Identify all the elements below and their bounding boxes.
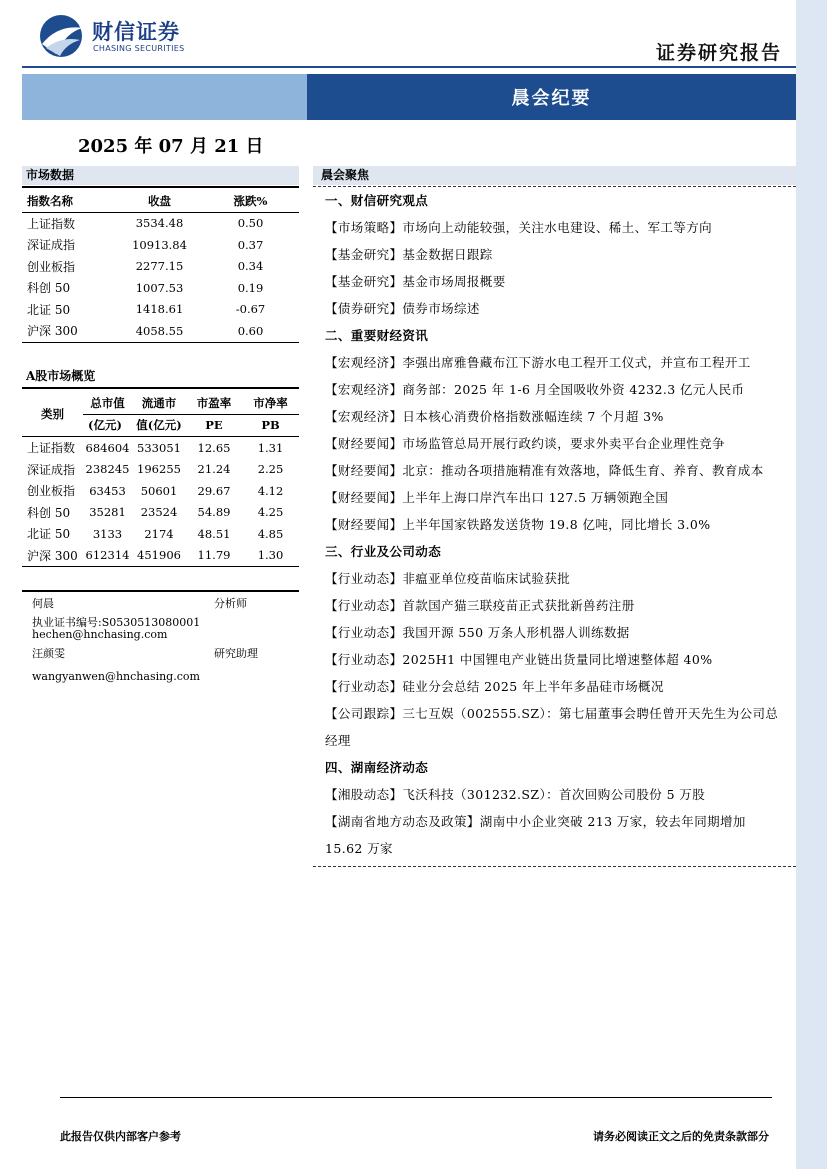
table-row: [22, 299, 299, 321]
index-name: 沪深 300: [27, 548, 78, 563]
index-name: 北证 50: [27, 302, 71, 317]
close-value: 2277.15: [135, 259, 184, 274]
col-header-total-cap-unit: (亿元): [88, 418, 122, 433]
table-row: [22, 277, 299, 299]
news-item: 【财经要闻】上半年上海口岸汽车出口 127.5 万辆领跑全国: [325, 490, 669, 505]
index-name: 上证指数: [27, 216, 76, 231]
pb-value: 4.85: [257, 526, 284, 541]
news-item: 【宏观经济】李强出席雅鲁藏布江下游水电工程开工仪式，并宣布工程开工: [325, 355, 751, 370]
footer-disclaimer-right: 请务必阅读正文之后的免责条款部分: [593, 1130, 769, 1143]
market-data-heading: 市场数据: [22, 166, 299, 185]
news-item: 【行业动态】非瘟亚单位疫苗临床试验获批: [325, 571, 571, 586]
section-title: 一、财信研究观点: [325, 193, 429, 208]
close-value: 1007.53: [135, 280, 184, 295]
index-name: 深证成指: [27, 238, 76, 253]
analyst-rule: [22, 590, 299, 592]
index-name: 上证指数: [27, 441, 76, 456]
news-item: 【宏观经济】日本核心消费价格指数涨幅连续 7 个月超 3%: [325, 409, 664, 424]
total-cap: 63453: [89, 483, 126, 498]
index-name: 深证成指: [27, 462, 76, 477]
col-header-pb-abbr: PB: [261, 418, 280, 433]
close-value: 1418.61: [135, 302, 184, 317]
market-data-table: [22, 190, 299, 343]
analyst-2-name: 汪颜雯: [32, 647, 65, 660]
pe-value: 48.51: [197, 526, 231, 541]
news-item: 【宏观经济】商务部：2025 年 1-6 月全国吸收外资 4232.3 亿元人民币: [325, 382, 745, 397]
footer-rule: [60, 1097, 772, 1098]
pe-value: 54.89: [197, 505, 231, 520]
col-header-change: 涨跌%: [233, 193, 268, 208]
col-header-category: 类别: [41, 407, 64, 421]
market-heading-rule: [22, 186, 299, 188]
table-row: [22, 234, 299, 256]
company-logo-icon: [36, 14, 86, 58]
table-row: [22, 523, 299, 545]
table-row: [22, 480, 299, 502]
pe-value: 29.67: [197, 483, 231, 498]
table-row: [22, 212, 299, 234]
analyst-2-role: 研究助理: [214, 647, 258, 660]
col-header-float-cap: 流通市: [141, 395, 177, 410]
morning-focus-heading: 晨会聚焦: [313, 166, 796, 185]
table-row: [22, 459, 299, 481]
analyst-1-email: hechen@hnchasing.com: [32, 628, 168, 641]
banner-title: 晨会纪要: [307, 74, 796, 120]
index-name: 科创 50: [27, 281, 71, 296]
page-edge-stripe: [796, 0, 827, 1169]
news-item: 【行业动态】我国开源 550 万条人形机器人训练数据: [325, 625, 630, 640]
float-cap: 451906: [137, 548, 181, 563]
index-name: 创业板指: [27, 484, 76, 499]
company-name-en: CHASING SECURITIES: [93, 44, 185, 53]
section-title: 二、重要财经资讯: [325, 328, 429, 343]
float-cap: 2174: [144, 526, 174, 541]
news-item: 【债券研究】债券市场综述: [325, 301, 480, 316]
float-cap: 23524: [140, 505, 178, 520]
news-item: 【基金研究】基金市场周报概要: [325, 274, 506, 289]
pe-value: 21.24: [197, 462, 231, 477]
index-name: 创业板指: [27, 259, 76, 274]
news-item: 【湖南省地方动态及政策】湖南中小企业突破 213 万家，较去年同期增加 15.62 万家: [325, 814, 746, 856]
news-list: [313, 187, 796, 862]
analyst-1-role: 分析师: [214, 597, 247, 610]
news-item: 【行业动态】硅业分会总结 2025 年上半年多晶硅市场概况: [325, 679, 664, 694]
news-item: 【行业动态】首款国产猫三联疫苗正式获批新兽药注册: [325, 598, 635, 613]
index-name: 科创 50: [27, 505, 71, 520]
ashare-overview-heading: A股市场概览: [26, 369, 96, 383]
focus-end-divider: [313, 866, 796, 867]
analyst-2-email: wangyanwen@hnchasing.com: [32, 670, 200, 683]
col-header-pe-abbr: PE: [205, 418, 223, 433]
title-banner: [22, 74, 796, 120]
company-name-cn: 财信证券: [92, 20, 180, 44]
section-title: 三、行业及公司动态: [325, 544, 442, 559]
index-name: 沪深 300: [27, 324, 78, 339]
ashare-heading-rule: [22, 387, 299, 389]
table-row: [22, 320, 299, 342]
total-cap: 35281: [89, 505, 126, 520]
close-value: 10913.84: [132, 237, 187, 252]
news-item: 【财经要闻】市场监管总局开展行政约谈，要求外卖平台企业理性竞争: [325, 436, 725, 451]
float-cap: 50601: [140, 483, 178, 498]
total-cap: 612314: [85, 548, 130, 563]
col-header-total-cap: 总市值: [90, 395, 125, 410]
pb-value: 4.25: [257, 505, 284, 520]
table-header-row: [22, 190, 299, 212]
analyst-1-name: 何晨: [32, 597, 54, 610]
pb-value: 4.12: [257, 483, 284, 498]
news-item: 【基金研究】基金数据日跟踪: [325, 247, 493, 262]
table-header-row: [22, 392, 299, 414]
index-name: 北证 50: [27, 527, 71, 542]
change-value: 0.37: [237, 237, 264, 252]
col-header-index: 指数名称: [27, 193, 73, 208]
analyst-1-cert: 执业证书编号:S0530513080001: [32, 616, 201, 629]
table-row: [22, 437, 299, 459]
table-row: [22, 545, 299, 567]
close-value: 4058.55: [135, 323, 184, 338]
close-value: 3534.48: [135, 216, 184, 231]
float-cap: 196255: [137, 462, 181, 477]
pb-value: 2.25: [257, 462, 284, 477]
table-row: [22, 256, 299, 278]
report-date: 2025 年 07 月 21 日: [78, 136, 264, 157]
col-header-float-cap-unit: 值(亿元): [136, 418, 182, 433]
news-item: 【财经要闻】上半年国家铁路发送货物 19.8 亿吨，同比增长 3.0%: [325, 517, 711, 532]
news-item: 【市场策略】市场向上动能较强，关注水电建设、稀土、军工等方向: [325, 220, 713, 235]
banner-left-block: [22, 74, 307, 120]
pb-value: 1.31: [257, 440, 284, 455]
ashare-overview-table: [22, 392, 299, 567]
change-value: 0.50: [237, 216, 264, 231]
news-item: 【公司跟踪】三七互娱（002555.SZ）：第七届董事会聘任曾开天先生为公司总经理: [325, 706, 779, 748]
change-value: 0.34: [237, 259, 264, 274]
report-type-label: 证券研究报告: [655, 42, 782, 64]
change-value: 0.19: [237, 280, 264, 295]
news-item: 【行业动态】2025H1 中国锂电产业链出货量同比增速整体超 40%: [325, 652, 713, 667]
float-cap: 533051: [137, 440, 181, 455]
total-cap: 3133: [92, 526, 123, 541]
pe-value: 11.79: [197, 548, 231, 563]
news-item: 【湘股动态】飞沃科技（301232.SZ）：首次回购公司股份 5 万股: [325, 787, 706, 802]
total-cap: 238245: [85, 462, 130, 477]
col-header-pb: 市净率: [253, 395, 288, 410]
total-cap: 684604: [85, 440, 130, 455]
pe-value: 12.65: [197, 440, 231, 455]
change-value: 0.60: [237, 323, 264, 338]
footer-disclaimer-left: 此报告仅供内部客户参考: [60, 1130, 181, 1143]
col-header-close: 收盘: [148, 193, 171, 208]
table-row: [22, 502, 299, 524]
col-header-pe: 市盈率: [196, 395, 232, 410]
header-rule: [22, 66, 796, 68]
morning-focus-column: [313, 166, 796, 867]
change-value: -0.67: [235, 302, 266, 317]
news-item: 【财经要闻】北京：推动各项措施精准有效落地，降低生育、养育、教育成本: [325, 463, 764, 478]
section-title: 四、湖南经济动态: [325, 760, 429, 775]
pb-value: 1.30: [257, 548, 284, 563]
